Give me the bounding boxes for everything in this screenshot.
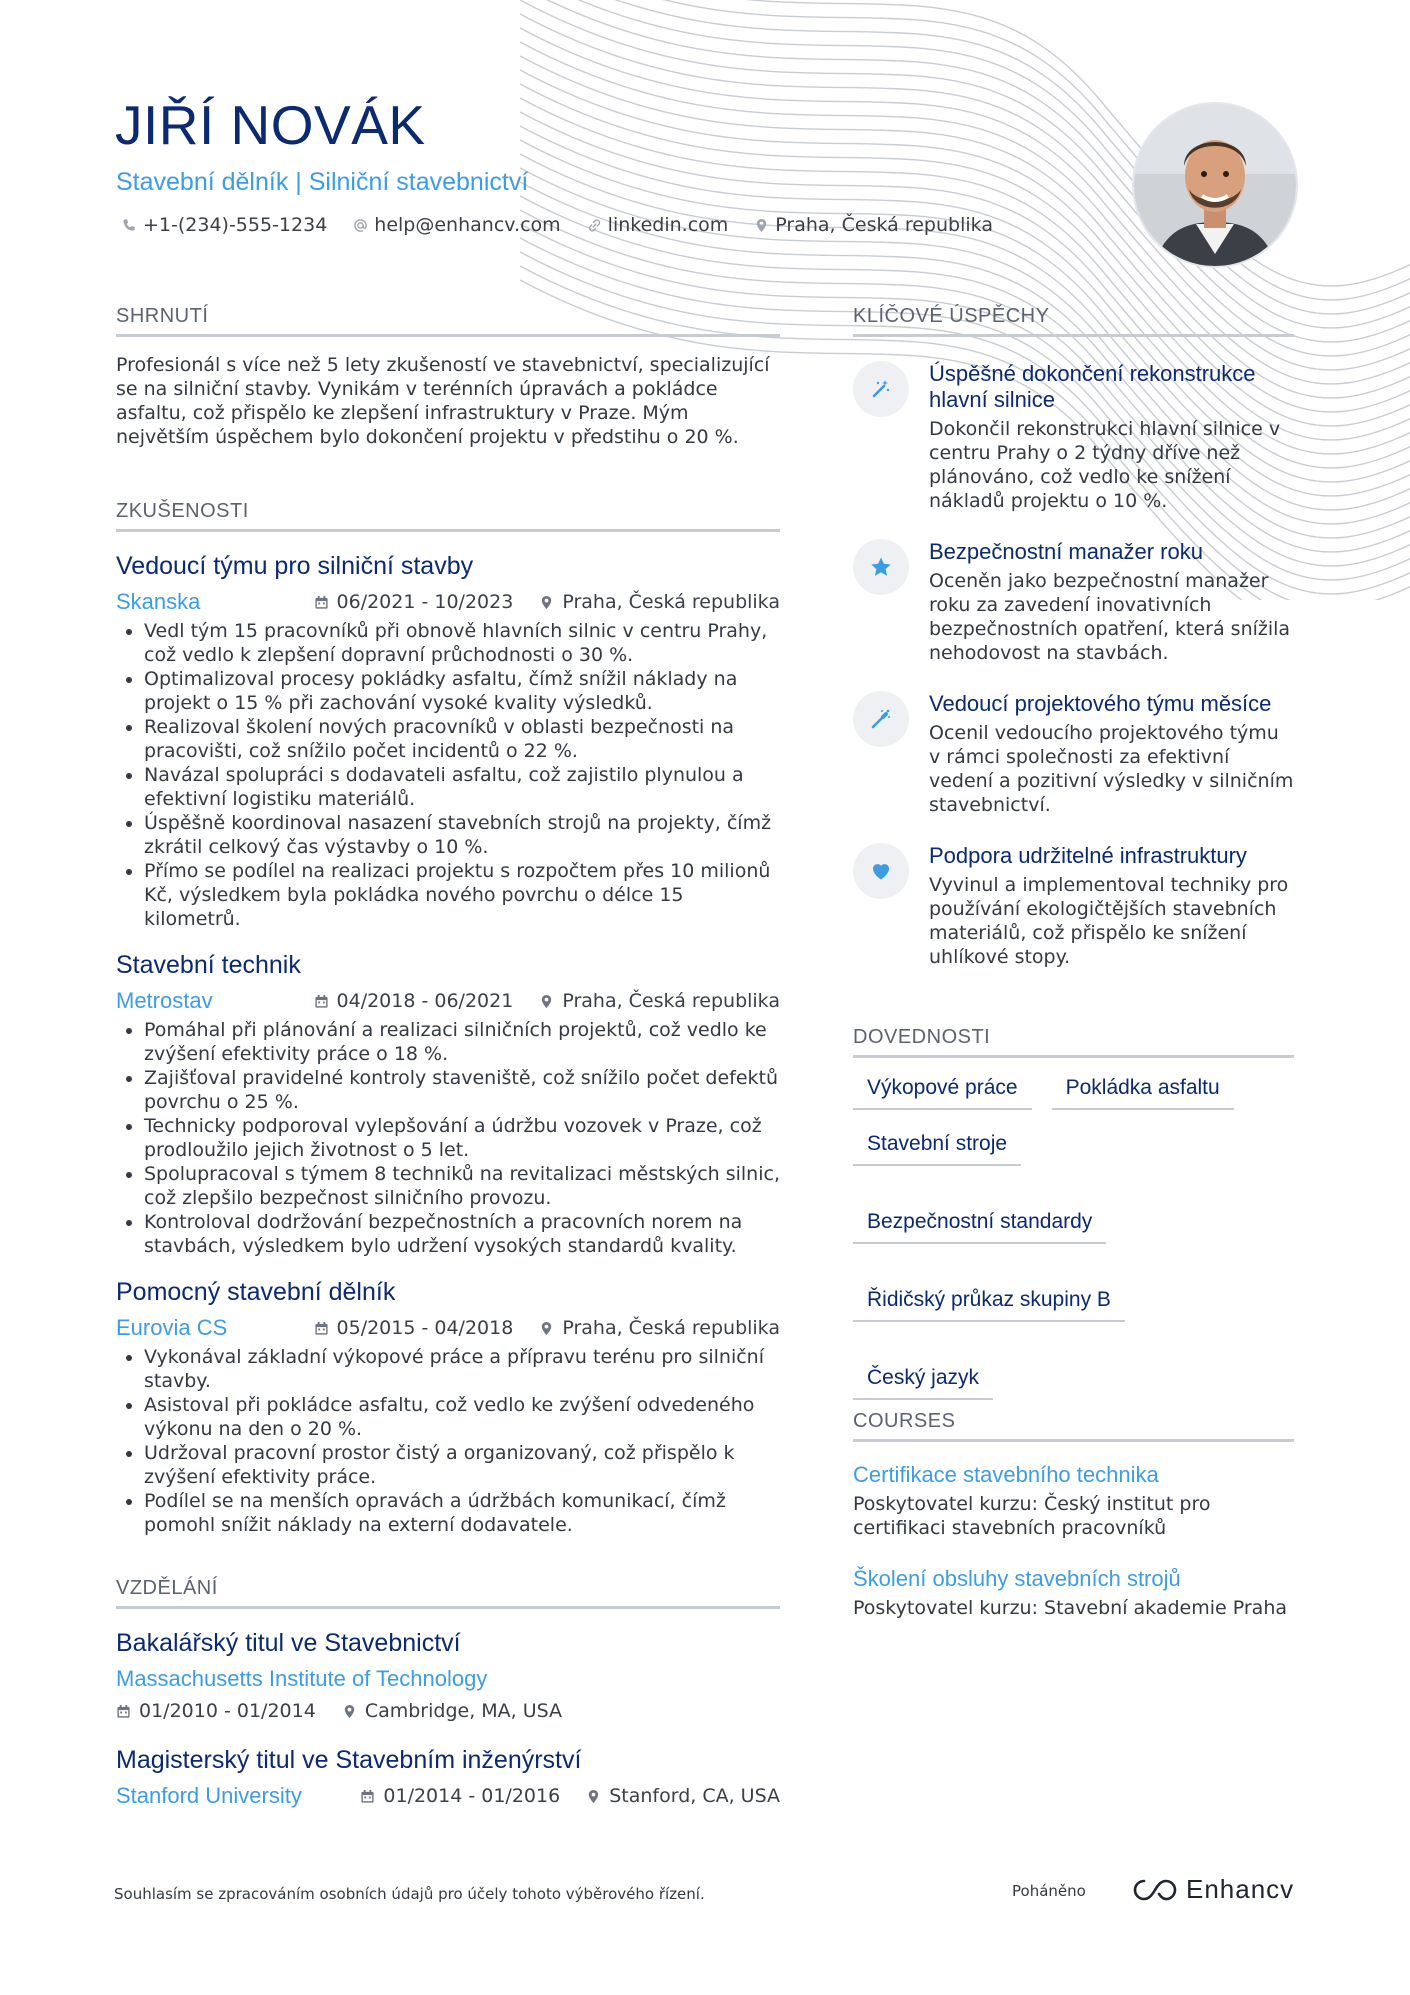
link-icon [587, 218, 602, 233]
achievements-section [853, 305, 1294, 969]
education-dates: 01/2014 - 01/2016 [383, 1785, 561, 1807]
skill-tag: Český jazyk [853, 1366, 993, 1400]
job-bullet: • Úspěšně koordinoval nasazení stavebních strojů na projekty, čímž zkrátil celkový čas výstavby o 10 %. [144, 811, 780, 859]
education-section [116, 1577, 780, 1809]
education-location: Cambridge, MA, USA [364, 1700, 563, 1722]
candidate-name: JIŘÍ NOVÁK [115, 94, 426, 156]
brand-name: Enhancv [1186, 1874, 1295, 1904]
experience-section [116, 500, 780, 1537]
job-bullet: • Udržoval pracovní prostor čistý a organizovaný, což přispělo k zvýšení efektivity práce. [144, 1441, 780, 1489]
contact-email[interactable] [353, 214, 560, 236]
achievement-title: Podpora udržitelné infrastruktury [929, 843, 1247, 868]
job-title: Stavební technik [116, 951, 301, 979]
education-location: Stanford, CA, USA [609, 1785, 780, 1807]
heart-icon [869, 859, 893, 883]
contact-bar [122, 214, 993, 236]
course-title: Certifikace stavebního technika [853, 1462, 1159, 1487]
job-company: Metrostav [116, 988, 213, 1013]
degree-title: Bakalářský titul ve Stavebnictví [116, 1629, 461, 1657]
job-bullet: • Spolupracoval s týmem 8 techniků na revitalizaci městských silnic, což zlepšilo bezpečnost silničního provozu. [144, 1162, 780, 1210]
job-location: Praha, Česká republika [562, 1317, 780, 1339]
summary-section [116, 305, 780, 449]
job-bullet: • Vykonával základní výkopové práce a přípravu terénu pro silniční stavby. [144, 1345, 780, 1393]
achievement-item [853, 361, 1294, 513]
achievement-title: Vedoucí projektového týmu měsíce [929, 691, 1272, 716]
contact-linkedin[interactable] [587, 214, 729, 236]
contact-phone[interactable] [122, 214, 327, 236]
job-bullet: • Asistoval při pokládce asfaltu, což vedlo ke zvýšení odvedeného výkonu na den o 20 %. [144, 1393, 780, 1441]
achievement-desc: Vyvinul a implementoval techniky pro používání ekologičtějších stavebních materiálů, což přispělo ke snížení uhlíkové stopy. [929, 874, 1289, 968]
job-entry [116, 552, 780, 931]
star-icon [869, 555, 893, 579]
experience-heading: ZKUŠENOSTI [116, 500, 780, 532]
education-entry [116, 1629, 780, 1722]
job-bullet: • Podílel se na menších opravách a údržbách komunikací, čímž pomohl snížit náklady na externí dodavatele. [144, 1489, 780, 1537]
phone-icon [122, 218, 137, 233]
location-pin-icon [539, 595, 554, 610]
job-dates: 05/2015 - 04/2018 [336, 1317, 514, 1339]
course-desc: Poskytovatel kurzu: Stavební akademie Praha [853, 1597, 1288, 1619]
achievement-item [853, 843, 1294, 969]
skills-heading: DOVEDNOSTI [853, 1026, 1294, 1058]
school-name: Massachusetts Institute of Technology [116, 1666, 488, 1691]
job-bullet: • Zajišťoval pravidelné kontroly staveniště, což snížilo počet defektů povrchu o 25 %. [144, 1066, 780, 1114]
job-company: Skanska [116, 589, 201, 614]
job-title: Vedoucí týmu pro silniční stavby [116, 552, 474, 580]
achievements-heading: KLÍČOVÉ ÚSPĚCHY [853, 305, 1294, 337]
course-title: Školení obsluhy stavebních strojů [853, 1566, 1181, 1591]
magic-wand-icon [869, 377, 893, 401]
enhancv-logo-icon [1132, 1877, 1178, 1903]
profile-photo [1132, 102, 1298, 268]
calendar-icon [314, 595, 329, 610]
education-dates: 01/2010 - 01/2014 [139, 1700, 316, 1722]
job-bullet: • Vedl tým 15 pracovníků při obnově hlavních silnic v centru Prahy, což vedlo k zlepšení dopravní průchodnosti o 30 %. [144, 619, 780, 667]
course-entry [853, 1566, 1294, 1620]
location-pin-icon [754, 218, 769, 233]
job-dates: 06/2021 - 10/2023 [336, 591, 514, 613]
phone-text: +1-(234)-555-1234 [143, 214, 328, 236]
achievement-desc: Oceněn jako bezpečnostní manažer roku za zavedení inovativních bezpečnostních opatření, která snížila nehodovost na stavbách. [929, 570, 1291, 664]
location-pin-icon [586, 1789, 601, 1804]
calendar-icon [314, 994, 329, 1009]
powered-by-label: Poháněno [1012, 1882, 1086, 1900]
location-pin-icon [342, 1704, 357, 1719]
education-heading: VZDĚLÁNÍ [116, 1577, 780, 1609]
enhancv-logo[interactable] [1132, 1874, 1294, 1905]
job-bullet: • Optimalizoval procesy pokládky asfaltu, čímž snížil náklady na projekt o 15 % při zachování vysoké kvality výsledků. [144, 667, 780, 715]
calendar-icon [314, 1321, 329, 1336]
courses-heading: COURSES [853, 1410, 1294, 1442]
courses-section [853, 1410, 1294, 1620]
skill-tag: Pokládka asfaltu [1052, 1076, 1234, 1110]
skill-tag: Bezpečnostní standardy [853, 1210, 1106, 1244]
contact-location [754, 214, 993, 236]
location-text: Praha, Česká republika [775, 214, 993, 236]
summary-heading: SHRNUTÍ [116, 305, 780, 337]
skill-list [853, 1076, 1294, 1400]
job-bullet: • Přímo se podílel na realizaci projektu s rozpočtem přes 10 milionů Kč, výsledkem byla pokládka nového povrchu o délce 15 kilometrů. [144, 859, 780, 931]
job-bullet: • Technicky podporoval vylepšování a údržbu vozovek v Praze, což prodloužilo jejich životnost o 5 let. [144, 1114, 780, 1162]
job-entry [116, 951, 780, 1258]
degree-title: Magisterský titul ve Stavebním inženýrství [116, 1746, 582, 1774]
job-bullets [116, 1345, 780, 1537]
job-company: Eurovia CS [116, 1315, 228, 1340]
achievement-desc: Dokončil rekonstrukci hlavní silnice v centru Prahy o 2 týdny dříve než plánováno, což vedlo ke snížení nákladů projektu o 10 %. [929, 418, 1281, 512]
job-bullets [116, 619, 780, 931]
job-bullets [116, 1018, 780, 1258]
location-pin-icon [539, 994, 554, 1009]
achievement-item [853, 691, 1294, 817]
achievement-desc: Ocenil vedoucího projektového týmu v rámci společnosti za efektivní vedení a pozitivní výsledky v silničním stavebnictví. [929, 722, 1294, 816]
school-name: Stanford University [116, 1783, 302, 1808]
achievement-title: Bezpečnostní manažer roku [929, 539, 1203, 564]
skill-tag: Výkopové práce [853, 1076, 1032, 1110]
job-location: Praha, Česká republika [562, 591, 780, 613]
email-text: help@enhancv.com [374, 214, 561, 236]
calendar-icon [116, 1704, 131, 1719]
candidate-subtitle: Stavební dělník | Silniční stavebnictví [116, 168, 529, 196]
location-pin-icon [539, 1321, 554, 1336]
skill-tag: Řidičský průkaz skupiny B [853, 1288, 1125, 1322]
job-title: Pomocný stavební dělník [116, 1278, 396, 1306]
job-entry [116, 1278, 780, 1537]
calendar-icon [360, 1789, 375, 1804]
job-bullet: • Kontroloval dodržování bezpečnostních a pracovních norem na stavbách, výsledkem bylo udržení vysokých standardů kvality. [144, 1210, 780, 1258]
course-desc: Poskytovatel kurzu: Český institut pro certifikaci stavebních pracovníků [853, 1493, 1211, 1539]
linkedin-text: linkedin.com [607, 214, 729, 236]
job-location: Praha, Česká republika [562, 990, 780, 1012]
course-entry [853, 1462, 1294, 1540]
job-bullet: • Pomáhal při plánování a realizaci silničních projektů, což vedlo ke zvýšení efektivity práce o 18 %. [144, 1018, 780, 1066]
at-icon [353, 218, 368, 233]
job-bullet: • Realizoval školení nových pracovníků v oblasti bezpečnosti na pracovišti, což snížilo počet incidentů o 22 %. [144, 715, 780, 763]
job-dates: 04/2018 - 06/2021 [336, 990, 514, 1012]
job-bullet: • Navázal spolupráci s dodavateli asfaltu, což zajistilo plynulou a efektivní logistiku materiálů. [144, 763, 780, 811]
avatar-illustration [1134, 104, 1296, 266]
wand-icon [869, 707, 893, 731]
skill-tag: Stavební stroje [853, 1132, 1021, 1166]
consent-note: Souhlasím se zpracováním osobních údajů pro účely tohoto výběrového řízení. [114, 1885, 705, 1903]
achievement-title: Úspěšné dokončení rekonstrukce hlavní silnice [929, 361, 1256, 412]
summary-text: Profesionál s více než 5 lety zkušeností ve stavebnictví, specializující se na silniční stavby. Vynikám v terénních úpravách a pokládce asfaltu, což přispělo ke zlepšení infrastruktury v Praze. Mým největším úspěchem bylo dokončení projektu v předstihu o 20 %. [116, 354, 770, 448]
skills-section [853, 1026, 1294, 1400]
achievement-item [853, 539, 1294, 665]
education-entry [116, 1746, 780, 1809]
